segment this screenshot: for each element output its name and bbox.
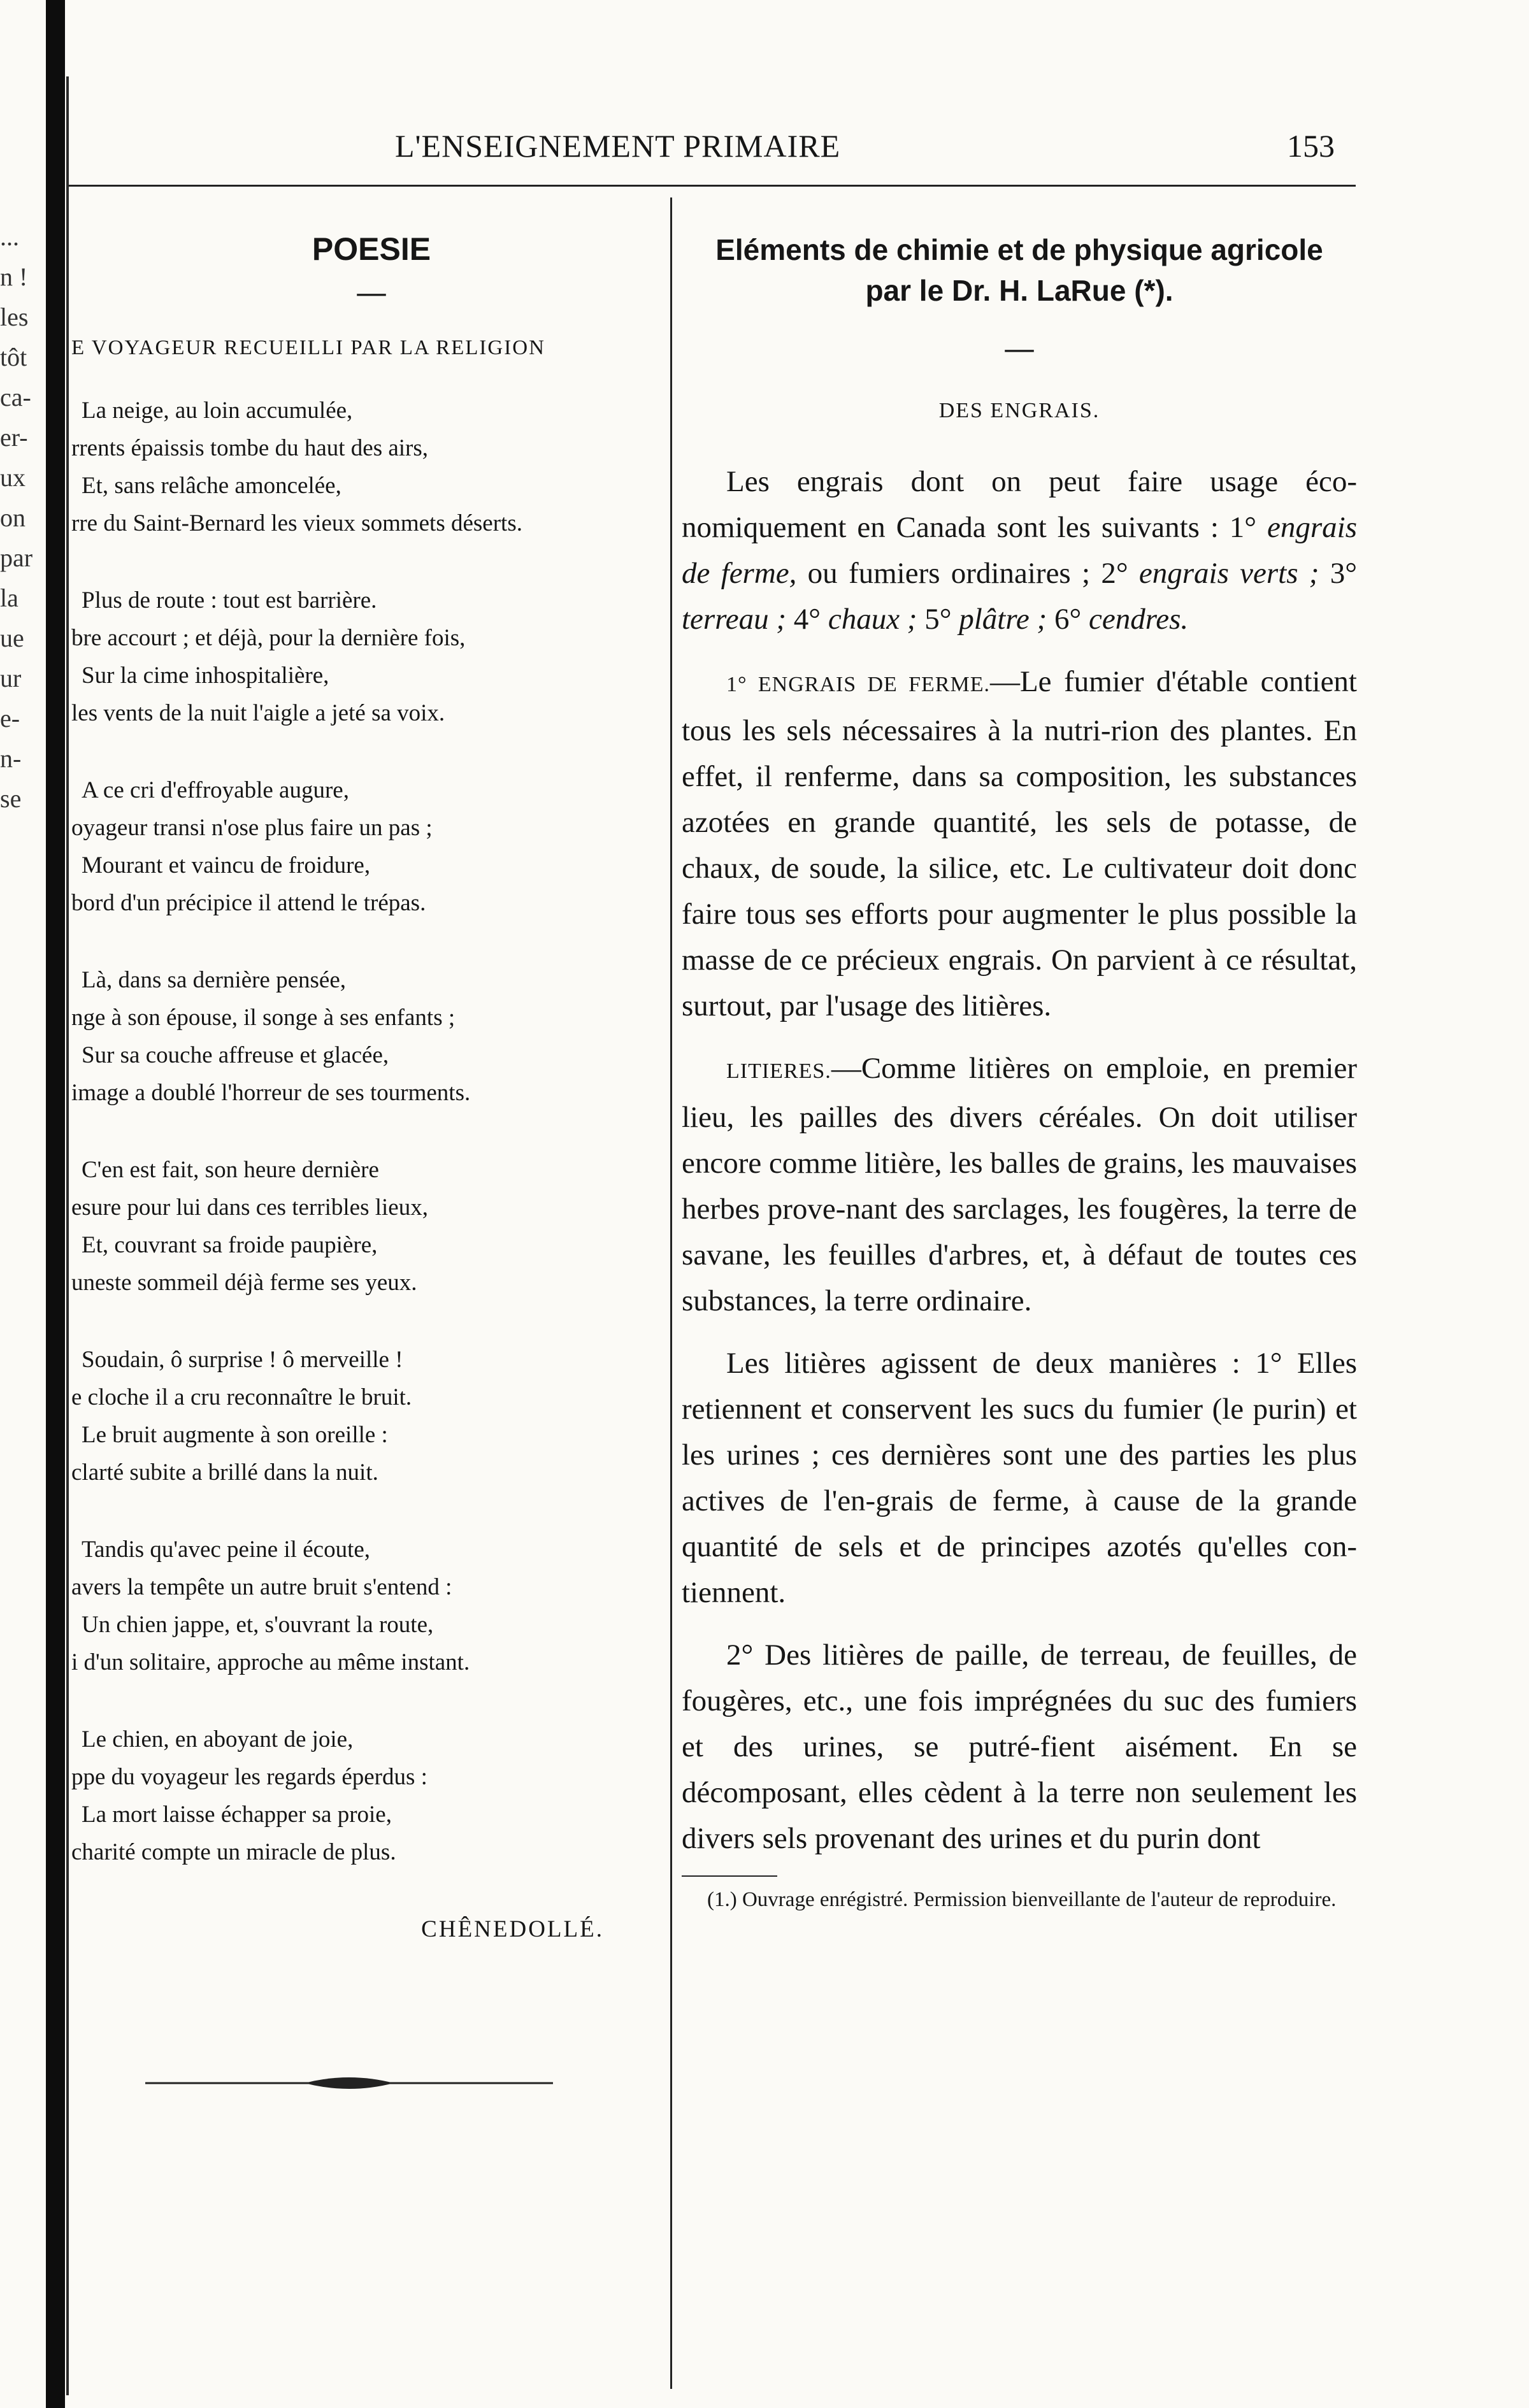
paragraph-lead: 1° ENGRAIS DE FERME.	[726, 673, 990, 696]
verse-line: Et, sans relâche amoncelée,	[82, 473, 341, 499]
page-number: 153	[1287, 128, 1335, 164]
poem-stanzas	[69, 392, 661, 1871]
article-column	[682, 223, 1357, 1914]
stanza	[69, 1531, 661, 1681]
verse-line: i d'un solitaire, approche au même instant.	[71, 1649, 470, 1675]
verse-line: La neige, au loin accumulée,	[82, 398, 353, 424]
stanza	[69, 392, 661, 542]
paragraph-litieres	[682, 1045, 1357, 1324]
verse-line: bre accourt ; et déjà, pour la dernière fois,	[71, 625, 466, 651]
italic-run: engrais verts ;	[1138, 557, 1319, 590]
italic-run: cendres.	[1088, 603, 1189, 636]
stanza	[69, 1341, 661, 1491]
verse-line: bord d'un précipice il attend le trépas.	[71, 890, 426, 916]
footnote-rule	[682, 1875, 777, 1877]
verse-line: avers la tempête un autre bruit s'entend :	[71, 1574, 452, 1600]
margin-fragment: ue	[0, 624, 24, 652]
verse-line: ppe du voyageur les regards éperdus :	[71, 1764, 427, 1790]
margin-fragment: les	[0, 303, 29, 331]
margin-fragment: n-	[0, 744, 22, 773]
verse-line: les vents de la nuit l'aigle a jeté sa voix.	[71, 700, 445, 726]
margin-fragment: er-	[0, 423, 28, 452]
verse-line: Le bruit augmente à son oreille :	[82, 1422, 388, 1448]
margin-fragment: e-	[0, 704, 20, 733]
italic-run: plâtre ;	[959, 603, 1047, 636]
verse-line: Là, dans sa dernière pensée,	[82, 967, 347, 993]
paragraph-intro	[682, 459, 1357, 642]
article-title	[682, 229, 1357, 311]
verse-line: Et, couvrant sa froide paupière,	[82, 1232, 378, 1258]
verse-line: rre du Saint-Bernard les vieux sommets déserts.	[71, 510, 522, 536]
footnote: (1.) Ouvrage enrégistré. Permission bienveillante de l'auteur de reproduire.	[707, 1888, 1337, 1911]
italic-run: chaux ;	[828, 603, 917, 636]
verse-line: charité compte un miracle de plus.	[71, 1839, 396, 1865]
margin-fragment: ca-	[0, 383, 31, 412]
verse-line: Plus de route : tout est barrière.	[82, 587, 377, 613]
paragraph-lead: LITIERES.	[726, 1059, 831, 1083]
italic-run: terreau ;	[682, 603, 787, 636]
margin-fragment: ...	[0, 222, 19, 251]
header-rule	[69, 185, 1356, 187]
verse-line: Tandis qu'avec peine il écoute,	[82, 1537, 371, 1563]
section-heading: DES ENGRAIS.	[938, 399, 1100, 422]
poem-heading: POESIE	[312, 231, 431, 267]
verse-line: nge à son épouse, il songe à ses enfants ;	[71, 1005, 456, 1031]
margin-fragment: par	[0, 543, 33, 572]
paragraph-text: —Le fumier d'étable contient tous les sels nécessaires à la nutri-rion des plantes. En effet, il renferme, dans sa composition, les substances azotées en grande quantité, les sels de potasse, de chaux, de soude, la silice, etc. Le cultivateur doit donc faire tous ses efforts pour augmenter le plus possible la masse de ce précieux engrais. On parvient à ce résultat, surtout, par l'usage des litières.	[682, 665, 1357, 1022]
paragraph-text: —Comme litières on emploie, en premier lieu, les pailles des divers céréales. On doit utiliser encore comme litière, les balles de grains, les mauvaises herbes prove-nant des sarclages, les fougères, la terre de savane, les feuilles d'arbres, et, à défaut de toutes ces substances, la terre ordinaire.	[682, 1052, 1357, 1317]
poem-author: CHÊNEDOLLÉ.	[421, 1916, 604, 1942]
neighbor-page-margin	[0, 217, 45, 819]
poem-subtitle: E VOYAGEUR RECUEILLI PAR LA RELIGION	[71, 336, 545, 359]
text-run: 3°	[1319, 557, 1358, 590]
text-run: 4°	[786, 603, 828, 636]
margin-fragment: ur	[0, 664, 22, 692]
verse-line: clarté subite a brillé dans la nuit.	[71, 1459, 378, 1486]
poem-column	[69, 223, 661, 2098]
verse-line: image a doublé l'horreur de ses tourments.	[71, 1080, 471, 1106]
text-run: 6°	[1047, 603, 1089, 636]
margin-fragment: ux	[0, 463, 25, 492]
paragraph-litieres-action: Les litières agissent de deux manières : 1° Elles retiennent et conservent les sucs du fumier (le purin) et les urines ; ces dernières sont une des parties les plus actives de l'en-grais de ferme, à cause de la grande quantité de sels et de principes azotés qu'elles con-tiennent.	[682, 1347, 1357, 1609]
stanza	[69, 582, 661, 732]
binding-edge	[46, 0, 65, 2408]
italic-run: engrais de ferme,	[682, 511, 1357, 590]
text-run: ou fumiers ordinaires ; 2°	[796, 557, 1139, 590]
verse-line: rrents épaissis tombe du haut des airs,	[71, 435, 429, 461]
verse-line: oyageur transi n'ose plus faire un pas ;	[71, 815, 433, 841]
paragraph-litieres-putrefaction: 2° Des litières de paille, de terreau, de feuilles, de fougères, etc., une fois imprégnées du suc des fumiers et des urines, se putré-fient aisément. En se décomposant, elles cèdent à la terre non seulement les divers sels provenant des urines et du purin dont	[682, 1638, 1357, 1855]
verse-line: uneste sommeil déjà ferme ses yeux.	[71, 1270, 417, 1296]
verse-line: C'en est fait, son heure dernière	[82, 1157, 379, 1183]
margin-fragment: se	[0, 784, 22, 813]
stanza	[69, 771, 661, 922]
article-title-line-1: Eléments de chimie et de physique agricole	[715, 233, 1323, 266]
verse-line: Un chien jappe, et, s'ouvrant la route,	[82, 1612, 434, 1638]
verse-line: esure pour lui dans ces terribles lieux,	[71, 1194, 428, 1221]
title-dash: —	[1003, 330, 1035, 367]
ornament-divider	[145, 2070, 553, 2096]
paragraph-engrais-de-ferme	[682, 659, 1357, 1029]
verse-line: Sur sa couche affreuse et glacée,	[82, 1042, 389, 1068]
verse-line: Soudain, ô surprise ! ô merveille !	[82, 1347, 403, 1373]
text-run: Les engrais dont on peut faire usage éco-nomiquement en Canada sont les suivants : 1°	[682, 465, 1357, 544]
heading-dash: —	[355, 274, 387, 311]
stanza	[69, 961, 661, 1112]
running-head: L'ENSEIGNEMENT PRIMAIRE	[395, 128, 841, 164]
stanza	[69, 1721, 661, 1871]
verse-line: La mort laisse échapper sa proie,	[82, 1802, 392, 1828]
column-rule	[670, 197, 672, 2389]
text-run: 5°	[917, 603, 959, 636]
margin-fragment: la	[0, 584, 18, 612]
stanza	[69, 1151, 661, 1301]
article-title-line-2: par le Dr. H. LaRue (*).	[865, 274, 1174, 307]
verse-line: Mourant et vaincu de froidure,	[82, 852, 371, 878]
margin-fragment: on	[0, 503, 25, 532]
verse-line: e cloche il a cru reconnaître le bruit.	[71, 1384, 412, 1410]
margin-fragment: tôt	[0, 343, 27, 371]
verse-line: Sur la cime inhospitalière,	[82, 663, 329, 689]
margin-fragment: n !	[0, 262, 28, 291]
verse-line: Le chien, en aboyant de joie,	[82, 1726, 354, 1752]
verse-line: A ce cri d'effroyable augure,	[82, 777, 349, 803]
